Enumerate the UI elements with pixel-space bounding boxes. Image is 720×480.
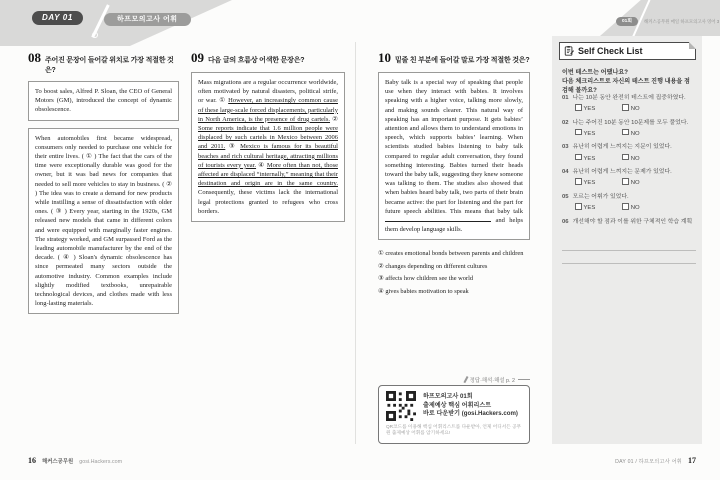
book-title-caption: 해커스공무원 매일 하프모의고사 영어 3 [644,19,720,24]
chapter-label: DAY 01 / 하프모의고사 어휘 [615,459,682,465]
question-08 [28,50,179,314]
section-badge: 하프모의고사 어휘 [104,13,191,26]
qr-download-box [378,385,530,444]
check-item-04 [562,168,696,186]
passage-box: When automobiles first became widespread, consumers only needed to purchase one vehicle for their entire lives. ( ① ) The fact that the cars of the time were exceptionally durable was good for the owner, but it was bad news for companies that needed to sell more vehicles to stay in business. ( ② ) The idea was to create a demand for new products while instilling a sense of dissatisfaction with older ones. ( ③ ) Every year, starting in the 1920s, GM released new models that came in different colors and were equipped with marginally faster engines. The strategy worked, and GM surpassed Ford as the leading automobile manufacturer by the end of the decade. ( ④ ) Sloan's dynamic obsolescence has since permeated many sectors outside the automotive industry. Common examples include slightly modified textbooks, unrepairable technological devices, and clothes made with less long-lasting materials. [28,128,179,315]
qr-line-3: 바로 다운받기 (gosi.Hackers.com) [423,410,518,418]
item-number: 06 [562,218,569,225]
no-label: NO [630,205,640,212]
self-check-items [562,94,696,270]
no-checkbox [622,129,639,137]
self-check-intro-line2: 다음 체크리스트로 자신의 테스트 진행 내용을 점검해 볼까요? [562,78,690,94]
badge-slash-circle [92,32,98,38]
no-checkbox [622,154,639,162]
no-label: NO [630,106,640,113]
check-item-03 [562,143,696,161]
checkbox-icon [575,104,582,111]
right-page-footer [615,456,696,465]
option-4: ④ gives babies motivation to speak [378,287,469,295]
qr-code-icon [386,391,416,421]
qr-line-1: 하프모의고사 01회 [423,392,473,400]
no-checkbox [622,178,639,186]
checklist-icon [564,46,574,56]
option-1: ① creates emotional bonds between parents and children [378,250,524,258]
check-item-06 [562,218,696,264]
item-number: 01 [562,95,569,101]
qr-line-2: 출제예상 핵심 어휘리스트 [423,401,492,409]
checkbox-icon [622,104,629,111]
question-number: 08 [28,50,41,65]
answer-page-note [378,376,530,384]
option-3: ③ affects how children see the world [378,275,474,283]
checkbox-icon [575,129,582,136]
checkbox-icon [622,154,629,161]
question-number: 09 [191,50,204,65]
left-page-footer [28,456,122,465]
yes-label: YES [583,205,596,212]
question-10-heading [378,50,530,66]
question-08-heading [28,50,179,75]
folded-corner-decoration [689,42,696,49]
passage-box: Baby talk is a special way of speaking that people use when they interact with babies. It involves speaking with a higher voice, talking more slowly, and making sounds clearer. This natural way of speaking has an important purpose. It gets babies’ attention and allows them to understand emotions in speech, which supports babies’ learning. When scientists studied babies listening to baby talk compared to regular adult conversation, they found something interesting. Babies turned their heads toward the baby talk, suggesting they knew someone was talking to them. The studies also showed that when babies heard baby talk, two parts of their brain became active: the part for listening and the part for future speech abilities. This means that baby talk and helps them develop language skills. [378,72,530,240]
no-checkbox [622,203,639,211]
item-text: 모르는 어휘가 있었다. [572,193,629,200]
question-prompt: 밑줄 친 부분에 들어갈 말로 가장 적절한 것은? [395,57,530,64]
answer-page-note-text: 정답·해석·해설 p. 2 [469,378,515,384]
writing-line [562,251,696,264]
answer-options [378,248,530,298]
no-label: NO [630,155,640,162]
self-check-intro [562,68,694,95]
checkbox-icon [622,129,629,136]
day-badge: DAY 01 [32,11,83,25]
question-number: 10 [378,50,391,65]
qr-description [423,393,518,419]
no-label: NO [630,130,640,137]
self-check-header [559,42,696,60]
qr-fine-print: QR코드를 이용해 핵심 어휘리스트를 다운받아, 언제 어디서든 공무원 출제예상 어휘를 암기하세요! [386,424,522,436]
yes-label: YES [583,130,596,137]
item-text: 개선해야 할 점과 이를 위한 구체적인 학습 계획 [572,218,693,225]
yes-checkbox [575,203,595,211]
item-number: 05 [562,193,569,200]
yes-checkbox [575,104,595,112]
check-item-05 [562,193,696,211]
yes-checkbox [575,129,595,137]
self-check-intro-line1: 이번 테스트는 어땠나요? [562,69,628,76]
checkbox-icon [575,178,582,185]
yes-label: YES [583,106,596,113]
no-checkbox [622,104,639,112]
question-09 [191,50,345,222]
checkbox-icon [575,154,582,161]
checkbox-icon [622,203,629,210]
round-badge: 01회 [616,17,638,26]
question-prompt: 다음 글의 흐름상 어색한 문장은? [208,57,305,64]
self-check-title: Self Check List [578,46,643,56]
yes-label: YES [583,180,596,187]
item-text: 나는 주어진 10분 동안 10문제를 모두 풀었다. [572,119,689,126]
page-number-left: 16 [28,456,36,465]
brand-name: 해커스공무원 [42,459,74,465]
question-09-heading [191,50,345,66]
given-sentence-box: To boost sales, Alfred P. Sloan, the CEO of General Motors (GM), introduced the concept of dynamic obsolescence. [28,81,179,121]
page-fold-divider [355,42,356,444]
item-text: 유난히 어렵게 느껴지는 지문이 있었다. [572,144,672,151]
question-prompt: 주어진 문장이 들어갈 위치로 가장 적절한 것은? [45,57,174,74]
site-url: gosi.Hackers.com [79,459,123,465]
item-text: 나는 10분 동안 완전히 테스트에 집중하였다. [572,95,686,101]
page-number-right: 17 [688,456,696,465]
yes-checkbox [575,178,595,186]
checkbox-icon [622,178,629,185]
item-number: 03 [562,144,569,151]
check-item-01 [562,94,696,112]
check-item-02 [562,119,696,137]
yes-label: YES [583,155,596,162]
checkbox-icon [575,203,582,210]
passage-box: Mass migrations are a regular occurrence worldwide, often motivated by natural disasters, political strife, or war. ① However, an increasingly common cause of these large-scale forced displacements, particularly in North America, is the presence of drug cartels. ② Some reports indicate that 1.6 million people were displaced by such cartels in Mexico between 2006 and 2011. ③ Mexico is famous for its beautiful beaches and rich cultural heritage, attracting millions of tourists every year. ④ More often than not, those affected are displaced “internally,” meaning that their destination and origin are in the same country. Consequently, these victims lack the international legal protections granted to refugees who cross borders. [191,72,345,222]
item-number: 04 [562,169,569,176]
yes-checkbox [575,154,595,162]
note-rule-decoration [518,379,530,380]
item-number: 02 [562,119,569,126]
question-10 [378,50,530,298]
writing-line [562,238,696,251]
item-text: 유난히 어렵게 느껴지는 문제가 있었다. [572,169,672,176]
note-slash-decoration [464,376,469,383]
no-label: NO [630,180,640,187]
option-2: ② changes depending on different cultures [378,262,488,270]
